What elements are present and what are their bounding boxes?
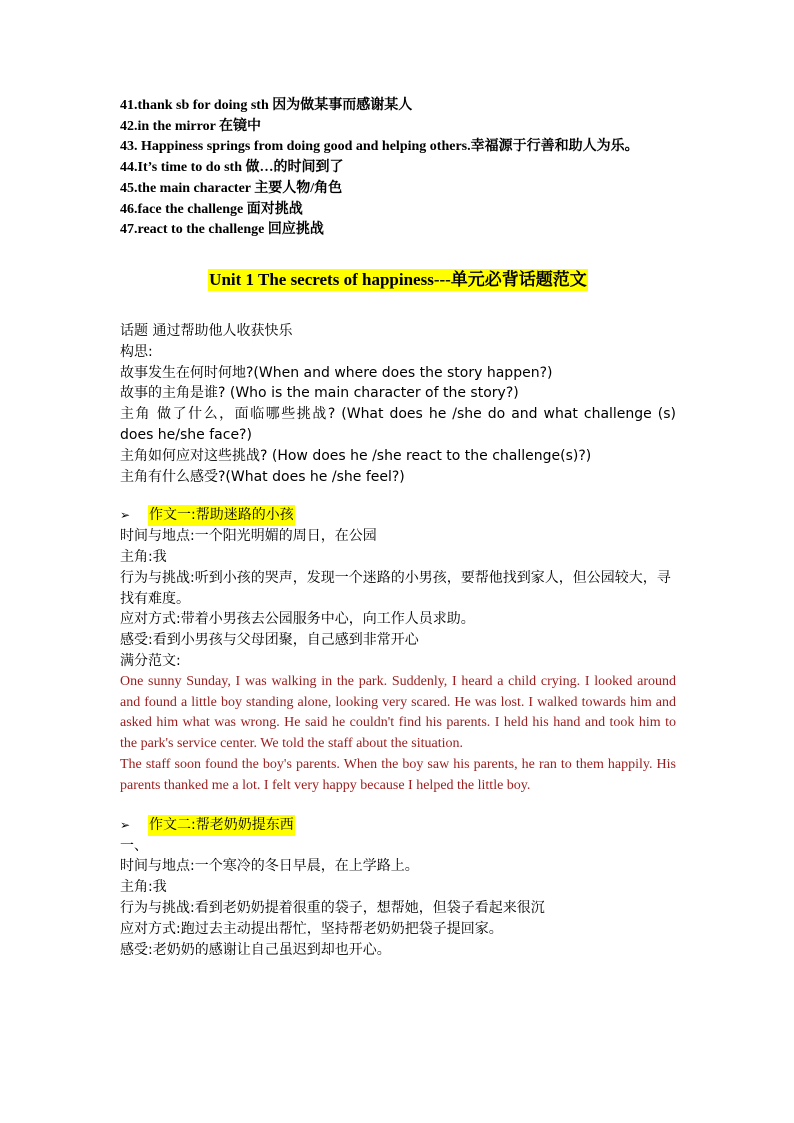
phrase-list xyxy=(120,96,676,241)
unit-title-row xyxy=(120,269,676,291)
essay1-line: 应对方式:带着小男孩去公园服务中心，向工作人员求助。 xyxy=(120,611,475,628)
outline-label: 构思: xyxy=(120,343,153,360)
essay1-line: 感受:看到小男孩与父母团聚，自己感到非常开心 xyxy=(120,632,419,649)
essay1-line: 主角:我 xyxy=(120,549,167,566)
essay2-line: 时间与地点:一个寒冷的冬日早晨，在上学路上。 xyxy=(120,858,419,875)
outline-question: 故事发生在何时何地?(When and where does the story happen?) xyxy=(120,364,553,381)
essay1-line: 满分范文: xyxy=(120,653,181,670)
essay1-model-text xyxy=(120,672,676,797)
essay1-line: 行为与挑战:听到小孩的哭声，发现一个迷路的小男孩，要帮他找到家人，但公园较大，寻找有难度。 xyxy=(120,569,671,607)
model-paragraph: One sunny Sunday, I was walking in the park. Suddenly, I heard a child crying. I looked around and found a little boy standing alone, looking very scared. He was lost. I walked towards him and asked him what was wrong. He said he couldn't find his parents. I held his hand and took him to the park's service center. We told the staff about the situation. xyxy=(120,673,676,752)
phrase-item: 46.face the challenge 面对挑战 xyxy=(120,201,303,217)
essay2-line: 行为与挑战:看到老奶奶提着很重的袋子，想帮她，但袋子看起来很沉 xyxy=(120,900,545,917)
arrow-bullet-icon: ➢ xyxy=(120,508,131,523)
arrow-bullet-icon: ➢ xyxy=(120,817,131,832)
phrase-item: 47.react to the challenge 回应挑战 xyxy=(120,222,324,238)
essay2-line: 应对方式:跑过去主动提出帮忙，坚持帮老奶奶把袋子提回家。 xyxy=(120,920,503,937)
phrase-item: 43. Happiness springs from doing good and helping others.幸福源于行善和助人为乐。 xyxy=(120,139,639,155)
topic-line: 话题 通过帮助他人收获快乐 xyxy=(120,322,293,339)
phrase-item: 42.in the mirror 在镜中 xyxy=(120,118,262,134)
essay1-line: 时间与地点:一个阳光明媚的周日，在公园 xyxy=(120,528,377,545)
essay2-title: 作文二:帮老奶奶提东西 xyxy=(148,815,295,836)
outline-section xyxy=(120,321,676,487)
essay1-title: 作文一:帮助迷路的小孩 xyxy=(148,505,295,526)
essay1-outline xyxy=(120,526,676,672)
essay2-heading xyxy=(120,815,676,836)
essay1-heading xyxy=(120,505,676,526)
phrase-item: 45.the main character 主要人物/角色 xyxy=(120,180,343,196)
outline-question: 故事的主角是谁? (Who is the main character of the story?) xyxy=(120,385,519,402)
outline-question: 主角有什么感受?(What does he /she feel?) xyxy=(120,468,405,485)
essay2-outline xyxy=(120,836,676,961)
phrase-item: 44.It’s time to do sth 做…的时间到了 xyxy=(120,160,344,176)
unit-title: Unit 1 The secrets of happiness---单元必背话题范文 xyxy=(209,269,587,289)
essay2-line: 主角:我 xyxy=(120,879,167,896)
outline-question: 主角如何应对这些挑战? (How does he /she react to the challenge(s)?) xyxy=(120,447,592,464)
page-content xyxy=(120,96,676,960)
phrase-item: 41.thank sb for doing sth 因为做某事而感谢某人 xyxy=(120,98,413,113)
essay2-line: 感受:老奶奶的感谢让自己虽迟到却也开心。 xyxy=(120,941,391,958)
outline-question: 主角 做了什么，面临哪些挑战? (What does he /she do and what challenge (s) does he/she face?) xyxy=(120,406,676,443)
model-paragraph: The staff soon found the boy's parents. When the boy saw his parents, he ran to them happily. His parents thanked me a lot. I felt very happy because I helped the little boy. xyxy=(120,757,676,793)
essay2-line: 一、 xyxy=(120,837,148,854)
